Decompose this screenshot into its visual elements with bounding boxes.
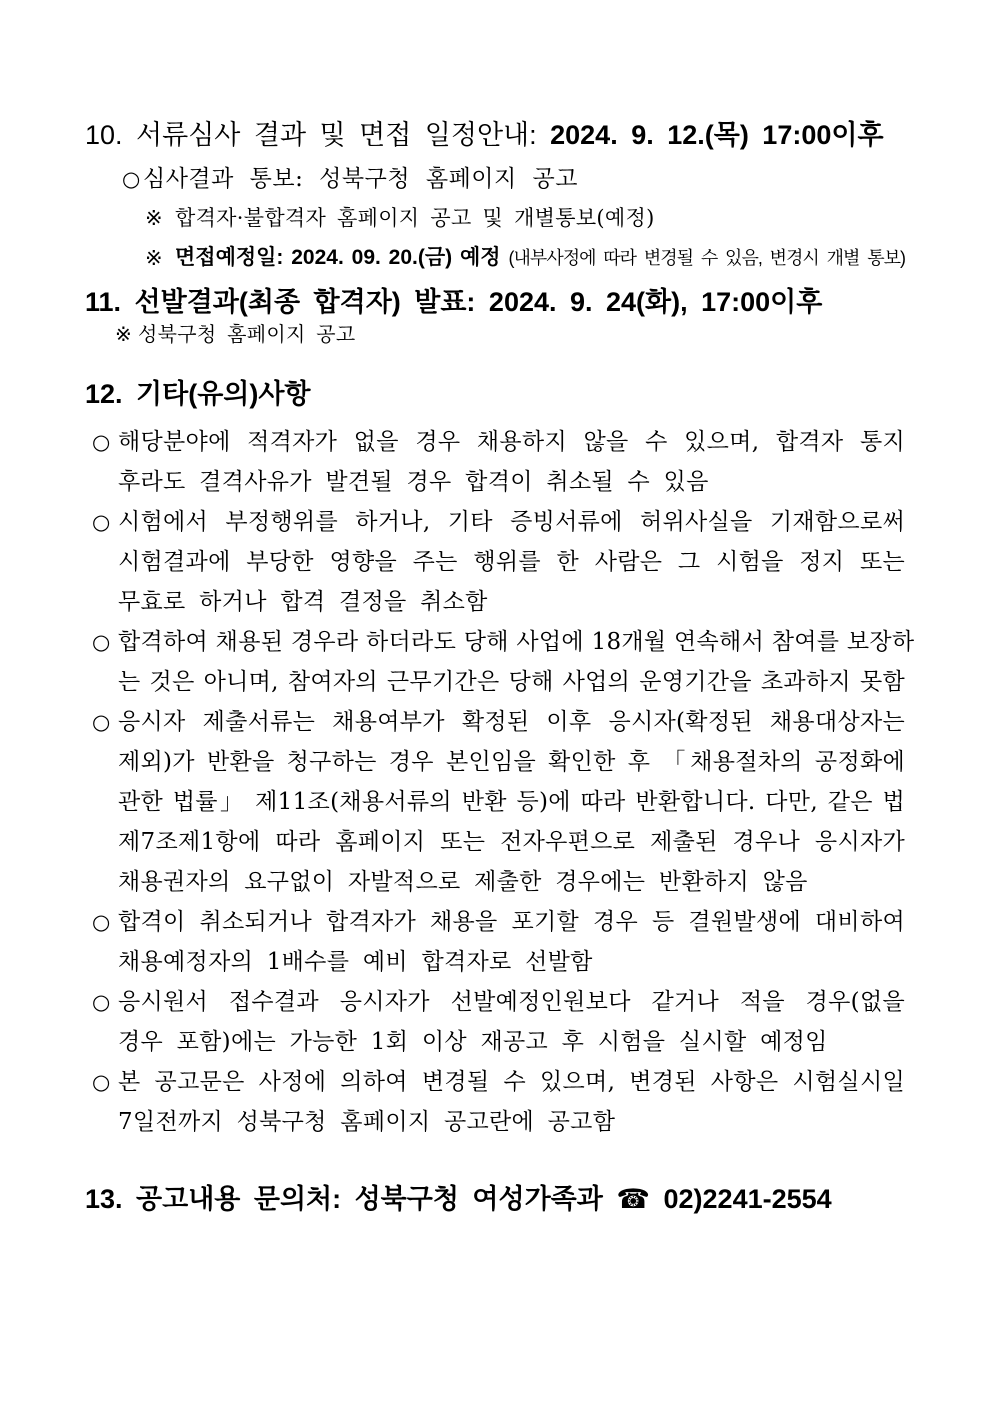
interview-date-text: 면접예정일: 2024. 09. 20.(금) 예정 (175, 246, 501, 269)
list-item (85, 422, 905, 502)
list-item-line: 관한 법률」 제11조(채용서류의 반환 등)에 따라 반환합니다. 다만, 같은 법 (118, 789, 905, 815)
section-heading-12 (85, 377, 905, 411)
reference-mark-icon: ※ (115, 322, 133, 346)
circle-bullet-icon: ○ (92, 510, 111, 534)
reference-mark-icon: ※ (145, 246, 163, 270)
list-item (85, 161, 905, 197)
note-line (85, 240, 905, 276)
section-13-title: 13. 공고내용 문의처: 성북구청 여성가족과 (85, 1184, 603, 1214)
note-line (85, 317, 905, 351)
list-item-line: 합격이 취소되거나 합격자가 채용을 포기할 경우 등 결원발생에 대비하여 (118, 909, 905, 935)
list-item-line: 시험에서 부정행위를 하거나, 기타 증빙서류에 허위사실을 기재함으로써 (118, 509, 905, 535)
list-item-text: 심사결과 통보: 성북구청 홈페이지 공고 (143, 166, 578, 192)
list-item-line: 무효로 하거나 합격 결정을 취소함 (118, 589, 488, 615)
circle-bullet-icon: ○ (92, 910, 111, 934)
list-item-line: 7일전까지 성북구청 홈페이지 공고란에 공고함 (118, 1109, 616, 1135)
phone-icon: ☎ (616, 1184, 650, 1214)
list-item (85, 702, 905, 902)
note-text: 합격자·불합격자 홈페이지 공고 및 개별통보(예정) (175, 206, 655, 230)
list-item (85, 502, 905, 622)
list-item-line: 채용예정자의 1배수를 예비 합격자로 선발함 (118, 949, 593, 975)
list-item-line: 채용권자의 요구없이 자발적으로 제출한 경우에는 반환하지 않음 (118, 869, 808, 895)
section-heading-10 (85, 118, 905, 152)
interview-date-note: (내부사정에 따라 변경될 수 있음, 변경시 개별 통보) (508, 248, 905, 268)
section-12-title: 12. 기타(유의)사항 (85, 379, 311, 409)
list-item-line: 는 것은 아니며, 참여자의 근무기간은 당해 사업의 운영기간을 초과하지 못함 (118, 669, 905, 695)
list-item-line: 제7조제1항에 따라 홈페이지 또는 전자우편으로 제출된 경우나 응시자가 (118, 829, 905, 855)
list-item-line: 후라도 결격사유가 발견될 경우 합격이 취소될 수 있음 (118, 469, 709, 495)
reference-mark-icon: ※ (145, 206, 163, 230)
circle-bullet-icon: ○ (92, 430, 111, 454)
list-item (85, 1062, 905, 1142)
section-heading-11 (85, 285, 905, 319)
phone-number: 02)2241-2554 (663, 1184, 832, 1214)
list-item (85, 982, 905, 1062)
list-item-line: 경우 포함)에는 가능한 1회 이상 재공고 후 시험을 실시할 예정임 (118, 1029, 828, 1055)
circle-bullet-icon: ○ (92, 710, 111, 734)
list-item-line: 응시원서 접수결과 응시자가 선발예정인원보다 같거나 적을 경우(없을 (118, 989, 905, 1015)
circle-bullet-icon: ○ (92, 1070, 111, 1094)
circle-bullet-icon: ○ (92, 990, 111, 1014)
note-text: 성북구청 홈페이지 공고 (138, 322, 356, 346)
section-10-date: 2024. 9. 12.(목) 17:00이후 (550, 120, 884, 150)
list-item-line: 제외)가 반환을 청구하는 경우 본인임을 확인한 후 「채용절차의 공정화에 (118, 749, 905, 775)
list-item (85, 902, 905, 982)
list-item-line: 합격하여 채용된 경우라 하더라도 당해 사업에 18개월 연속해서 참여를 보장하 (118, 629, 915, 655)
list-item-line: 응시자 제출서류는 채용여부가 확정된 이후 응시자(확정된 채용대상자는 (118, 709, 905, 735)
list-item-line: 본 공고문은 사정에 의하여 변경될 수 있으며, 변경된 사항은 시험실시일 (118, 1069, 905, 1095)
circle-bullet-icon: ○ (92, 630, 111, 654)
section-12-body (85, 422, 915, 1142)
circle-bullet-icon: ○ (122, 167, 141, 191)
section-11-title: 11. 선발결과(최종 합격자) 발표: 2024. 9. 24(화), 17:00이후 (85, 287, 823, 317)
list-item (85, 622, 915, 702)
note-line (85, 200, 905, 236)
section-heading-13 (85, 1182, 905, 1216)
section-10-title: 10. 서류심사 결과 및 면접 일정안내: (85, 120, 537, 150)
list-item-line: 시험결과에 부당한 영향을 주는 행위를 한 사람은 그 시험을 정지 또는 (118, 549, 905, 575)
list-item-line: 해당분야에 적격자가 없을 경우 채용하지 않을 수 있으며, 합격자 통지 (118, 429, 905, 455)
